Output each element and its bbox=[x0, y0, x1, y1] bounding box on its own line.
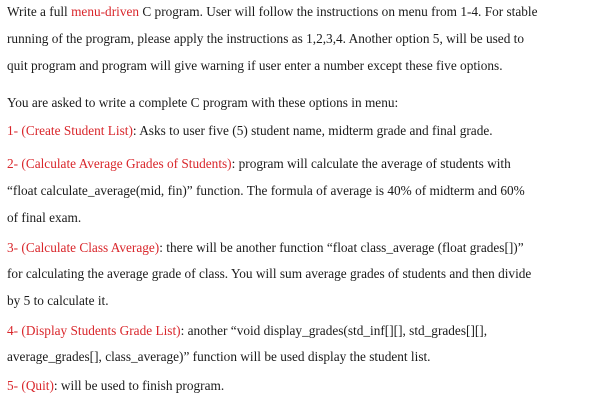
option-2-line-3: of final exam. bbox=[7, 210, 82, 225]
option-5-line-1 bbox=[7, 378, 224, 394]
option-2-line-1 bbox=[7, 156, 511, 172]
option-3-line-1 bbox=[7, 240, 524, 256]
intro-text: Write a full bbox=[7, 4, 72, 19]
option-5-text: : will be used to finish program. bbox=[53, 378, 225, 393]
option-2-label: 2- (Calculate Average Grades of Students) bbox=[7, 156, 232, 171]
option-4-label: 4- (Display Students Grade List) bbox=[7, 323, 181, 338]
option-3-line-2: for calculating the average grade of class. You will sum average grades of students and then divide bbox=[7, 266, 532, 281]
intro-line-1 bbox=[7, 4, 538, 20]
option-5-label: 5- (Quit) bbox=[7, 378, 54, 393]
option-2-text: : program will calculate the average of students with bbox=[231, 156, 511, 171]
option-1-label: 1- (Create Student List) bbox=[7, 123, 133, 138]
menu-driven-highlight: menu-driven bbox=[71, 4, 140, 19]
option-4-line-2: average_grades[], class_average)” function will be used display the student list. bbox=[7, 349, 431, 364]
intro-line-2: running of the program, please apply the instructions as 1,2,3,4. Another option 5, will be used to bbox=[7, 31, 525, 46]
option-4-text: : another “void display_grades(std_inf[][], std_grades[][], bbox=[180, 323, 488, 338]
asked-line: You are asked to write a complete C program with these options in menu: bbox=[7, 95, 399, 110]
option-2-line-2: “float calculate_average(mid, fin)” function. The formula of average is 40% of midterm and 60% bbox=[7, 183, 525, 198]
intro-text: C program. User will follow the instructions on menu from 1-4. For stable bbox=[139, 4, 538, 19]
option-4-line-1 bbox=[7, 323, 487, 339]
intro-line-3: quit program and program will give warning if user enter a number except these five options. bbox=[7, 58, 503, 73]
option-3-label: 3- (Calculate Class Average) bbox=[7, 240, 160, 255]
option-3-text: : there will be another function “float class_average (float grades[])” bbox=[159, 240, 524, 255]
option-1-text: : Asks to user five (5) student name, midterm grade and final grade. bbox=[132, 123, 493, 138]
option-1-line-1 bbox=[7, 123, 493, 139]
option-3-line-3: by 5 to calculate it. bbox=[7, 293, 109, 308]
